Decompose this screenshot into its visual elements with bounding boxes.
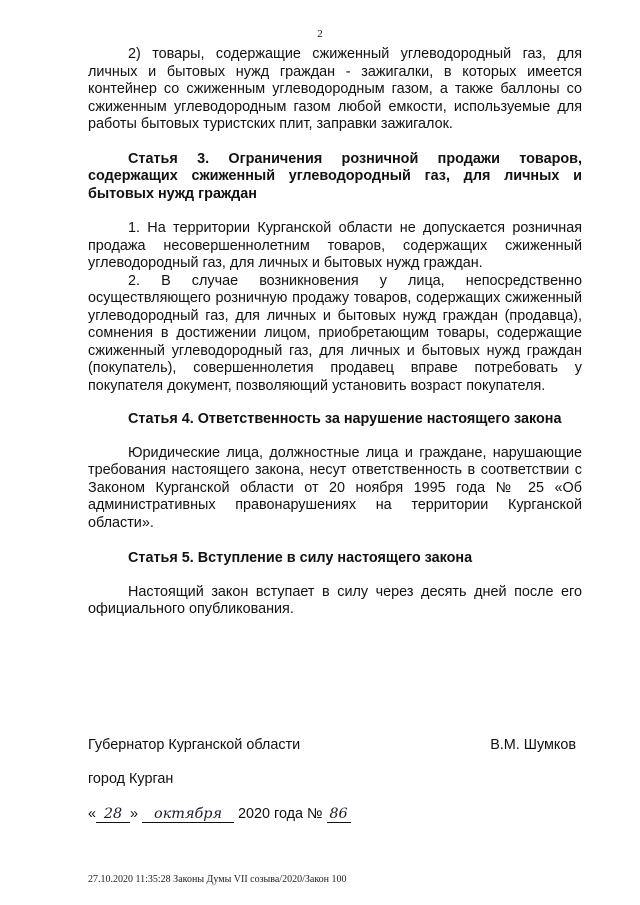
page-number: 2 — [317, 28, 323, 40]
article-4-paragraph: Юридические лица, должностные лица и граждане, нарушающие требования настоящего закона, несут ответственность в соответствии с Законом Курганской области от 20 ноября 1995 года № 25 «Об административных правонарушениях на территории Курганской области». — [88, 444, 582, 531]
governor-name: В.М. Шумков — [490, 737, 576, 753]
city-line: город Курган — [88, 771, 174, 787]
date-close-quote: » — [130, 806, 139, 822]
date-day-handwritten: 28 — [96, 806, 130, 823]
governor-title: Губернатор Курганской области — [88, 737, 301, 753]
article-3-paragraph-2: 2. В случае возникновения у лица, непосредственно осуществляющего розничную продажу товаров, содержащих сжиженный углеводородный газ, для личных и бытовых нужд граждан (продавца), сомнения в достижении лицом, приобретающим товары, содержащие сжиженный углеводородный газ, для личных и бытовых нужд граждан (покупатель), совершеннолетия продавец вправе потребовать у покупателя документ, позволяющий установить возраст покупателя. — [88, 272, 582, 394]
intro-paragraph: 2) товары, содержащие сжиженный углеводородный газ, для личных и бытовых нужд граждан - зажигалки, в которых имеется контейнер со сжиженным углеводородным газом, а также баллоны со сжиженным углеводородным газом любой емкости, используемые для работы бытовых туристских плит, заправки зажигалок. — [88, 46, 582, 132]
article-5-heading: Статья 5. Вступление в силу настоящего закона — [128, 550, 473, 566]
document-footer: 27.10.2020 11:35:28 Законы Думы VII созыва/2020/Закон 100 — [88, 874, 347, 885]
article-4-heading: Статья 4. Ответственность за нарушение настоящего закона — [128, 411, 562, 427]
date-year-text: 2020 года № — [238, 806, 323, 822]
law-number-handwritten: 86 — [327, 806, 351, 823]
date-open-quote: « — [88, 806, 97, 822]
article-3-heading: Статья 3. Ограничения розничной продажи товаров, содержащих сжиженный углеводородный газ, для личных и бытовых нужд граждан — [88, 150, 582, 202]
article-3-paragraph-1: 1. На территории Курганской области не допускается розничная продажа несовершеннолетним товаров, содержащих сжиженный углеводородный газ, для личных и бытовых нужд граждан. — [88, 220, 582, 271]
article-5-paragraph: Настоящий закон вступает в силу через десять дней после его официального опубликования. — [88, 583, 582, 617]
date-line — [88, 806, 351, 823]
date-month-handwritten: октября — [142, 806, 234, 823]
document-body — [88, 46, 582, 619]
